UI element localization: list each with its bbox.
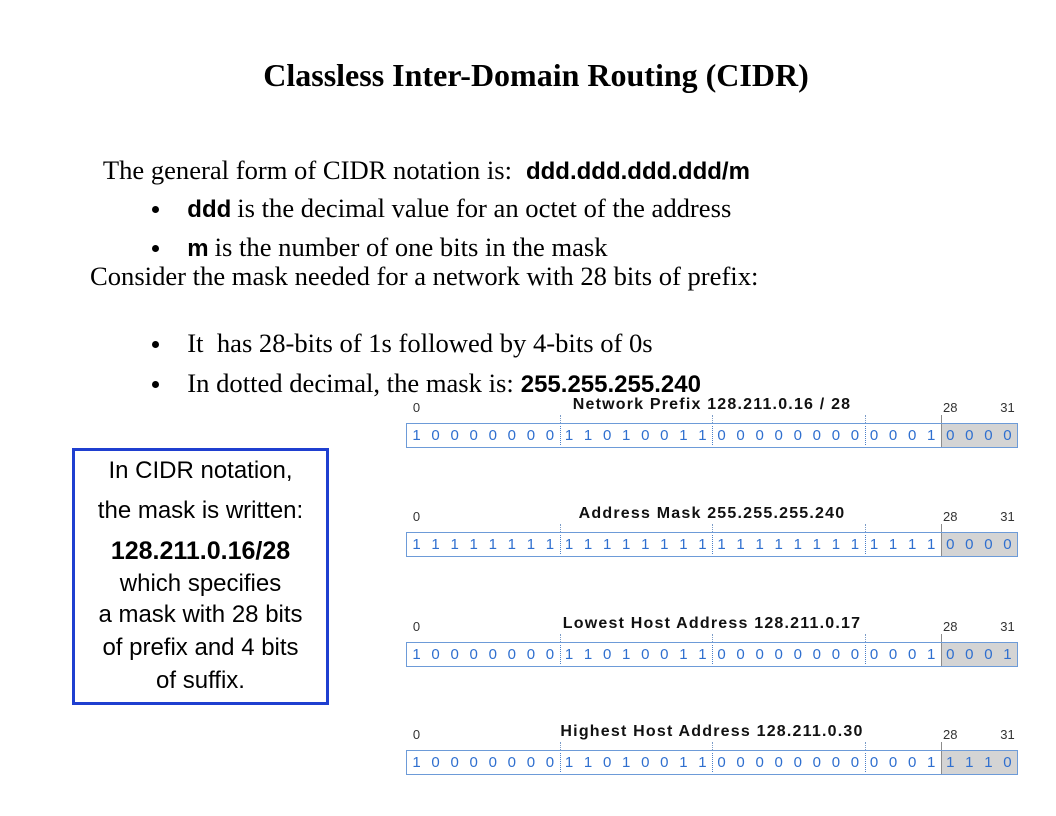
bit-cell: 1 bbox=[583, 646, 593, 663]
bit-index-label: 0 bbox=[412, 400, 421, 415]
octet-tick bbox=[712, 634, 713, 642]
bit-cell: 0 bbox=[717, 754, 726, 771]
bit-index-label: 31 bbox=[1000, 400, 1015, 415]
bit-cell: 1 bbox=[679, 427, 688, 444]
bit-cell: 0 bbox=[469, 646, 478, 663]
bit-cell: 1 bbox=[717, 536, 726, 553]
bit-cell: 0 bbox=[736, 427, 745, 444]
bit-cell: 1 bbox=[583, 754, 593, 771]
bit-index-label: 31 bbox=[1000, 619, 1015, 634]
bit-index-label: 0 bbox=[412, 509, 421, 524]
bit-cell: 1 bbox=[412, 427, 421, 444]
bit-cell: 0 bbox=[850, 754, 860, 771]
bit-cell: 0 bbox=[488, 427, 497, 444]
bit-cell: 0 bbox=[1003, 427, 1012, 444]
bit-cell: 0 bbox=[774, 427, 783, 444]
bit-cell: 1 bbox=[641, 536, 650, 553]
bit-cell: 1 bbox=[736, 536, 745, 553]
bit-cell: 0 bbox=[507, 427, 517, 444]
bit-row bbox=[406, 750, 1018, 775]
bit-cell: 0 bbox=[850, 427, 860, 444]
bit-cell: 1 bbox=[755, 536, 764, 553]
bit-diagram-lowest-host bbox=[406, 614, 1018, 667]
diagram-title: Network Prefix 128.211.0.16 / 28 bbox=[572, 396, 852, 413]
octet-tick bbox=[560, 634, 561, 642]
bit-cell: 1 bbox=[545, 536, 555, 553]
bit-cell: 0 bbox=[450, 427, 459, 444]
bit-cell: 0 bbox=[793, 754, 802, 771]
bit-cell: 1 bbox=[946, 754, 955, 771]
bit-cell: 1 bbox=[564, 646, 574, 663]
bit-cell: 0 bbox=[507, 754, 517, 771]
bullet-ddd bbox=[139, 160, 732, 223]
callout-line: the mask is written: bbox=[97, 496, 304, 524]
suffix-boundary-tick bbox=[941, 634, 942, 642]
bullet-icon bbox=[152, 245, 159, 252]
bit-cell: 1 bbox=[564, 754, 574, 771]
bit-cell: 0 bbox=[526, 646, 536, 663]
bit-cell: 1 bbox=[984, 754, 993, 771]
bit-cell: 0 bbox=[641, 427, 650, 444]
bit-cell: 1 bbox=[927, 536, 936, 553]
bit-cell: 1 bbox=[622, 427, 631, 444]
bit-cell: 0 bbox=[469, 754, 478, 771]
bit-cell: 1 bbox=[965, 754, 974, 771]
bit-cell: 0 bbox=[641, 754, 650, 771]
bit-cell: 0 bbox=[431, 646, 440, 663]
bit-cell: 0 bbox=[660, 754, 669, 771]
bit-cell: 0 bbox=[736, 754, 745, 771]
bit-index-label: 28 bbox=[943, 509, 958, 524]
bit-cell: 1 bbox=[679, 646, 688, 663]
bit-cell: 1 bbox=[698, 427, 707, 444]
bit-cell: 0 bbox=[717, 427, 726, 444]
bit-cell: 0 bbox=[965, 646, 974, 663]
bit-cell: 1 bbox=[583, 536, 593, 553]
bit-cell: 0 bbox=[831, 754, 841, 771]
bit-index-label: 31 bbox=[1000, 727, 1015, 742]
bit-cell: 0 bbox=[755, 754, 764, 771]
bit-cell: 0 bbox=[793, 646, 802, 663]
callout-line: of suffix. bbox=[156, 666, 245, 694]
bit-cell: 1 bbox=[412, 754, 421, 771]
bit-cell: 0 bbox=[469, 427, 478, 444]
bit-cell: 0 bbox=[641, 646, 650, 663]
bit-cell: 0 bbox=[450, 646, 459, 663]
bit-cell: 1 bbox=[622, 646, 631, 663]
bit-cell: 0 bbox=[831, 646, 841, 663]
suffix-boundary-tick bbox=[941, 524, 942, 532]
bullet-term: m bbox=[187, 235, 209, 262]
bit-cell: 0 bbox=[869, 646, 879, 663]
bit-cell: 1 bbox=[869, 536, 879, 553]
bit-cell: 0 bbox=[602, 427, 612, 444]
octet-tick bbox=[712, 524, 713, 532]
diagram-title: Lowest Host Address 128.211.0.17 bbox=[562, 615, 862, 632]
bit-cell: 1 bbox=[927, 754, 936, 771]
bit-cell: 0 bbox=[888, 427, 898, 444]
bit-cell: 0 bbox=[660, 646, 669, 663]
bit-cell: 0 bbox=[812, 427, 822, 444]
bit-cell: 0 bbox=[755, 646, 764, 663]
bit-cell: 0 bbox=[907, 646, 917, 663]
bit-cell: 0 bbox=[507, 646, 517, 663]
bit-cell: 1 bbox=[831, 536, 841, 553]
bullet-text: is the number of one bits in the mask bbox=[214, 232, 608, 262]
callout-line: of prefix and 4 bits bbox=[102, 633, 299, 661]
bit-cell: 1 bbox=[488, 536, 497, 553]
bit-index-labels bbox=[407, 400, 1017, 416]
bit-cell: 0 bbox=[965, 427, 974, 444]
bit-index-label: 28 bbox=[943, 727, 958, 742]
bit-cell: 0 bbox=[774, 646, 783, 663]
bit-cell: 0 bbox=[1003, 536, 1012, 553]
bullet-icon bbox=[152, 381, 159, 388]
bit-cell: 1 bbox=[774, 536, 783, 553]
bit-cell: 0 bbox=[450, 754, 459, 771]
bit-cell: 1 bbox=[564, 427, 574, 444]
bit-cell: 0 bbox=[812, 754, 822, 771]
bit-cell: 0 bbox=[984, 427, 993, 444]
bit-cell: 1 bbox=[679, 754, 688, 771]
bit-cell: 0 bbox=[984, 646, 993, 663]
bit-index-label: 0 bbox=[412, 619, 421, 634]
bit-cell: 1 bbox=[907, 536, 917, 553]
callout-line: which specifies bbox=[119, 569, 282, 597]
octet-tick bbox=[560, 415, 561, 423]
bit-cell: 1 bbox=[850, 536, 860, 553]
bit-cell: 0 bbox=[946, 427, 955, 444]
callout-cidr-value: 128.211.0.16/28 bbox=[110, 536, 291, 565]
bit-cell: 0 bbox=[965, 536, 974, 553]
bit-diagram-network-prefix bbox=[406, 395, 1018, 448]
bit-index-label: 28 bbox=[943, 400, 958, 415]
bit-index-label: 0 bbox=[412, 727, 421, 742]
bit-cell: 0 bbox=[1003, 754, 1012, 771]
bit-index-label: 31 bbox=[1000, 509, 1015, 524]
octet-tick bbox=[712, 742, 713, 750]
bit-cell: 0 bbox=[755, 427, 764, 444]
bit-cell: 0 bbox=[660, 427, 669, 444]
bit-cell: 1 bbox=[812, 536, 822, 553]
cidr-notation: ddd.ddd.ddd.ddd/m bbox=[525, 158, 750, 185]
bit-cell: 0 bbox=[545, 646, 555, 663]
bit-cell: 1 bbox=[507, 536, 517, 553]
bit-cell: 0 bbox=[812, 646, 822, 663]
bit-cell: 1 bbox=[526, 536, 536, 553]
bit-diagram-address-mask bbox=[406, 504, 1018, 557]
suffix-boundary-tick bbox=[941, 415, 942, 423]
diagram-title: Highest Host Address 128.211.0.30 bbox=[560, 723, 864, 740]
bit-cell: 0 bbox=[946, 646, 955, 663]
bit-cell: 1 bbox=[927, 646, 936, 663]
bit-cell: 0 bbox=[888, 646, 898, 663]
bit-cell: 1 bbox=[679, 536, 688, 553]
bit-cell: 0 bbox=[831, 427, 841, 444]
bit-cell: 0 bbox=[526, 754, 536, 771]
bit-cell: 1 bbox=[927, 427, 936, 444]
general-form-line bbox=[90, 122, 750, 185]
bit-cell: 0 bbox=[984, 536, 993, 553]
bit-cell: 1 bbox=[622, 754, 631, 771]
bit-cell: 1 bbox=[698, 754, 707, 771]
bit-cell: 0 bbox=[907, 427, 917, 444]
bit-cell: 0 bbox=[774, 754, 783, 771]
bit-cell: 0 bbox=[488, 754, 497, 771]
bullet-text: is the decimal value for an octet of the address bbox=[237, 193, 732, 223]
bit-index-label: 28 bbox=[943, 619, 958, 634]
diagram-title: Address Mask 255.255.255.240 bbox=[578, 505, 846, 522]
bullet-dotted-decimal bbox=[139, 335, 701, 398]
bit-cell: 1 bbox=[888, 536, 898, 553]
octet-tick bbox=[865, 524, 866, 532]
bit-cell: 1 bbox=[698, 646, 707, 663]
bit-row bbox=[406, 423, 1018, 448]
bit-row bbox=[406, 642, 1018, 667]
bit-cell: 0 bbox=[431, 754, 440, 771]
bit-cell: 0 bbox=[793, 427, 802, 444]
bit-cell: 1 bbox=[793, 536, 802, 553]
bit-cell: 0 bbox=[526, 427, 536, 444]
bit-cell: 0 bbox=[907, 754, 917, 771]
callout-line: a mask with 28 bits bbox=[98, 600, 303, 628]
example-intro: Consider the mask needed for a network with 28 bits of prefix: bbox=[90, 261, 759, 291]
bit-cell: 1 bbox=[602, 536, 612, 553]
bit-cell: 1 bbox=[412, 646, 421, 663]
bit-cell: 0 bbox=[869, 427, 879, 444]
bit-cell: 0 bbox=[431, 427, 440, 444]
suffix-boundary-tick bbox=[941, 742, 942, 750]
bit-cell: 1 bbox=[660, 536, 669, 553]
bit-cell: 1 bbox=[469, 536, 478, 553]
bit-cell: 0 bbox=[602, 754, 612, 771]
bit-cell: 0 bbox=[717, 646, 726, 663]
octet-tick bbox=[865, 634, 866, 642]
bit-index-labels bbox=[407, 727, 1017, 743]
bit-cell: 0 bbox=[850, 646, 860, 663]
bit-cell: 0 bbox=[888, 754, 898, 771]
octet-tick bbox=[865, 742, 866, 750]
octet-tick bbox=[560, 742, 561, 750]
bit-cell: 0 bbox=[488, 646, 497, 663]
bullet-text: In dotted decimal, the mask is: bbox=[187, 368, 514, 398]
bullet-term: ddd bbox=[187, 196, 232, 223]
octet-tick bbox=[865, 415, 866, 423]
bit-cell: 1 bbox=[564, 536, 574, 553]
bit-cell: 1 bbox=[431, 536, 440, 553]
bit-cell: 1 bbox=[450, 536, 459, 553]
bit-cell: 1 bbox=[583, 427, 593, 444]
bullet-text: It has 28-bits of 1s followed by 4-bits of 0s bbox=[187, 328, 653, 358]
bullet-m bbox=[139, 199, 608, 262]
bit-diagram-highest-host bbox=[406, 722, 1018, 775]
bit-cell: 0 bbox=[946, 536, 955, 553]
bit-cell: 1 bbox=[1003, 646, 1012, 663]
bit-index-labels bbox=[407, 509, 1017, 525]
bit-cell: 0 bbox=[869, 754, 879, 771]
bit-cell: 1 bbox=[412, 536, 421, 553]
bit-cell: 0 bbox=[545, 427, 555, 444]
callout-line: In CIDR notation, bbox=[108, 456, 293, 484]
bit-index-labels bbox=[407, 619, 1017, 635]
bit-cell: 0 bbox=[545, 754, 555, 771]
slide-title: Classless Inter-Domain Routing (CIDR) bbox=[263, 57, 809, 93]
bit-cell: 1 bbox=[698, 536, 707, 553]
mask-value: 255.255.255.240 bbox=[520, 371, 701, 398]
bit-row bbox=[406, 532, 1018, 557]
bit-cell: 1 bbox=[622, 536, 631, 553]
octet-tick bbox=[712, 415, 713, 423]
general-form-text: The general form of CIDR notation is: bbox=[102, 155, 512, 185]
bullet-bits-description bbox=[139, 295, 653, 358]
octet-tick bbox=[560, 524, 561, 532]
bit-cell: 0 bbox=[602, 646, 612, 663]
cidr-callout-box bbox=[72, 448, 329, 705]
bit-cell: 0 bbox=[736, 646, 745, 663]
